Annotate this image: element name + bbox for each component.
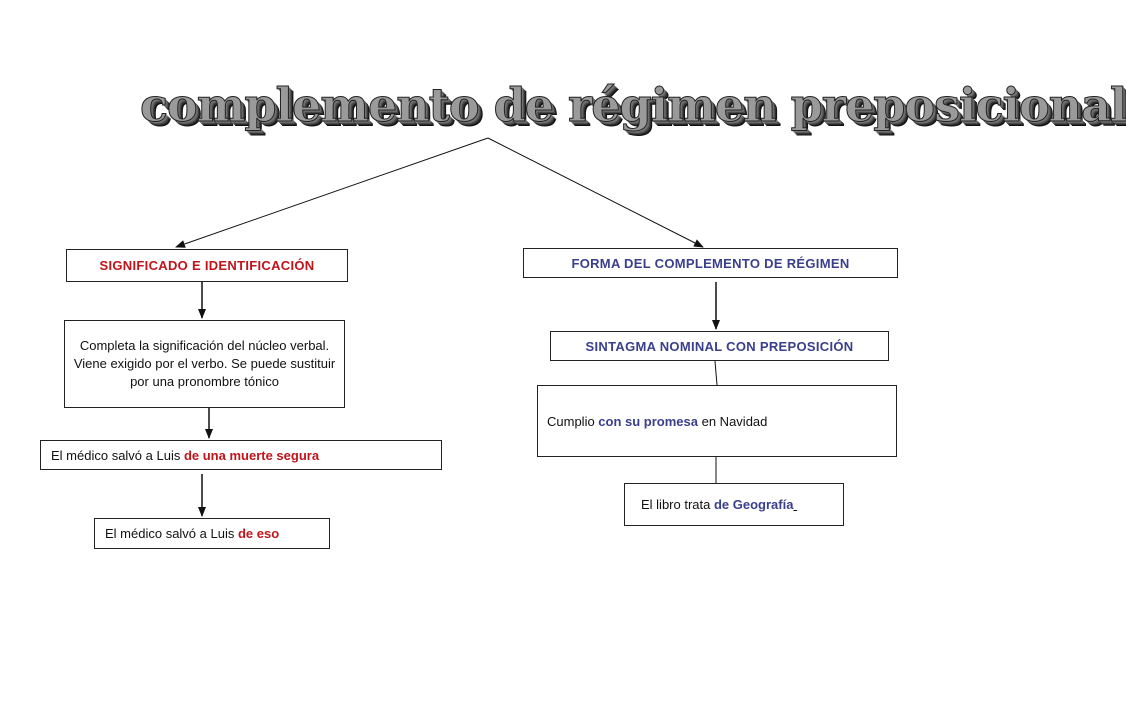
right-example2-box — [624, 483, 844, 526]
diagram-title: complemento de régimen preposicional — [140, 78, 1126, 132]
arrow-title-to-right — [488, 138, 703, 247]
left-example1-box — [40, 440, 442, 470]
right-example1-highlight: con su promesa — [598, 413, 698, 429]
left-example1-prefix: El médico salvó a Luis — [51, 447, 184, 463]
right-example2-suffix — [793, 497, 797, 512]
right-header-box — [523, 248, 898, 278]
right-subheader-label: SINTAGMA NOMINAL CON PREPOSICIÓN — [585, 338, 854, 354]
right-header-label: FORMA DEL COMPLEMENTO DE RÉGIMEN — [571, 255, 850, 271]
left-header-box — [66, 249, 348, 282]
line-subheader-to-example1 — [715, 361, 717, 385]
left-example2-box — [94, 518, 330, 549]
right-example1-box — [537, 385, 897, 457]
description-box — [64, 320, 345, 408]
right-example2-highlight: de Geografía — [713, 497, 794, 512]
right-subheader-box — [550, 331, 889, 361]
left-example2-prefix: El médico salvó a Luis — [105, 526, 238, 541]
right-example1-suffix: en Navidad — [698, 413, 768, 429]
right-example1-prefix: Cumplio — [547, 413, 599, 429]
description-text: Completa la significación del núcleo verbal. Viene exigido por el verbo. Se puede sustituir por una pronombre tónico — [73, 338, 336, 389]
left-header-label: SIGNIFICADO E IDENTIFICACIÓN — [99, 258, 315, 273]
left-example2-highlight: de eso — [237, 526, 280, 541]
arrow-title-to-left — [176, 138, 488, 247]
right-example2-prefix: El libro trata — [641, 497, 714, 512]
left-example1-highlight: de una muerte segura — [183, 447, 320, 463]
